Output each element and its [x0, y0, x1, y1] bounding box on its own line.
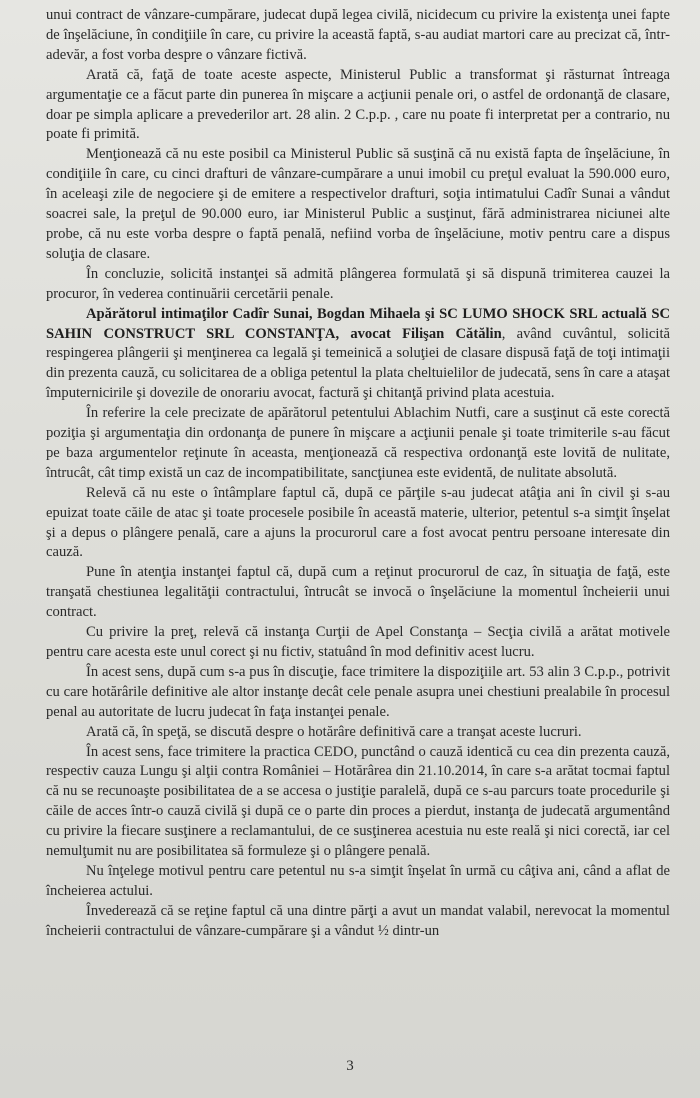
paragraph-text: În concluzie, solicită instanţei să admită plângerea formulată şi să dispună trimiterea cauzei la procuror, în vederea continuării cercetării penale. — [46, 265, 670, 302]
page-number: 3 — [346, 1058, 354, 1074]
paragraph-text: Nu înţelege motivul pentru care petentul nu s-a simţit înşelat în urmă cu câţiva ani, când a aflat de încheierea actului. — [46, 862, 670, 899]
paragraph-text: Arată că, faţă de toate aceste aspecte, Ministerul Public a transformat şi răsturnat întreaga argumentaţie ce a făcut parte din punerea în mişcare a acţiunii penale ori, o astfel de ordonanţă de clasare, doar pe simpla aplicare a prevederilor art. 28 alin. 2 C.p.p. , care nu poate fi interpretat per a contrario, nu poate fi primită. — [46, 66, 670, 143]
paragraph-text: Cu privire la preţ, relevă că instanţa Curţii de Apel Constanţa – Secţia civilă a arătat motivele pentru care acesta este unul corect şi nu fictiv, statuând în mod definitiv acest lucru. — [46, 624, 670, 660]
paragraph — [46, 265, 670, 305]
paragraph — [46, 66, 670, 146]
paragraph-text: Pune în atenţia instanţei faptul că, după cum a reţinut procurorul de caz, în situaţia de faţă, este tranşată chestiunea legalităţii contractului, întrucât se invocă o înşelăciune la momentul încheierii unui contract. — [46, 564, 670, 621]
paragraph — [46, 902, 670, 942]
paragraph — [46, 862, 670, 902]
paragraph-text: , având cuvântul, solicită respingerea plângerii şi menţinerea ca legală şi temeinică a soluţiei de clasare dispusă faţă de toţi intimaţii din prezenta cauză, cu solicitarea de a obliga petentul la plata cheltuielilor de judecată, sens în care a ataşat împuternicirile şi dovezile de onorariu avocat, factură şi chitanţă privind plata acestuia. — [46, 325, 670, 402]
paragraph — [46, 305, 670, 405]
paragraph — [46, 743, 670, 862]
paragraph-text: În acest sens, face trimitere la practica CEDO, punctând o cauză identică cu cea din prezenta cauză, respectiv cauza Lungu şi alţii contra României – Hotărârea din 21.10.2014, în care s-a arătat tocmai faptul că nu se recunoaşte posibilitatea de a se accesa o justiţie paralelă, după ce s-au parcurs toate procedurile şi căile de acces într-o cauză civilă şi după ce o parte din proces a pierdut, instanţa de judecată argumentând cu privire la fiecare susţinere a reclamantului, de ce susţinerea acestuia nu este reală şi nici corectă, iar cel nemulţumit nu are posibilitatea să formuleze şi o plângere penală. — [46, 743, 670, 860]
paragraph — [46, 404, 670, 484]
paragraph-text: Menţionează că nu este posibil ca Ministerul Public să susţină că nu există fapta de înşelăciune, în condiţiile în care, cu cinci drafturi de vânzare-cumpărare a unui imobil cu preţul evaluat la 590.000 euro, în aceleaşi zile de negociere şi de emitere a respectivelor drafturi, soţia intimatului Cadîr Sunai a vândut soacrei sale, la preţul de 90.000 euro, iar Ministerul Public a susţinut, fără administrarea niciunei alte probe, că nu este vorba despre o faptă penală, nefiind vorba de înşelăciune, motiv pentru care a dispus soluţia de clasare. — [46, 146, 670, 262]
paragraph — [46, 623, 670, 663]
paragraph-text: unui contract de vânzare-cumpărare, judecat după legea civilă, nicidecum cu privire la existenţa unei fapte de înşelăciune, în condiţiile în care, cu privire la această faptă, s-au audiat martori care au precizat că, într-adevăr, a fost vorba despre o vânzare fictivă. — [46, 7, 670, 63]
paragraph-text: Învederează că se reţine faptul că una dintre părţi a avut un mandat valabil, nerevocat la momentul încheierii contractului de vânzare-cumpărare şi a vândut ½ dintr-un — [46, 902, 670, 939]
document-body — [46, 6, 670, 942]
paragraph — [46, 663, 670, 723]
paragraph — [46, 723, 670, 743]
paragraph — [46, 563, 670, 623]
paragraph-text: Relevă că nu este o întâmplare faptul că, după ce părţile s-au judecat atâţia ani în civil şi s-au epuizat toate căile de atac şi toate procesele posibile în această materie, ulterior, petentul s-a simţit înşelat şi a depus o plângere penală, care a ajuns la procurorul care a fost avocat pentru persoane interesate din cauză. — [46, 484, 670, 561]
paragraph — [46, 145, 670, 264]
paragraph-text: În referire la cele precizate de apărătorul petentului Ablachim Nutfi, care a susţinut că este corectă poziţia şi argumentaţia din ordonanţa de punere în mişcare a acţiunii penale şi toate trimiterile s-au făcut pe baza argumentelor reţinute în aceasta, menţionează că respectiva ordonanţă este lovită de nulitate, întrucât, cât timp există un caz de incompatibilitate, sancţiunea este evidentă, de nulitate absolută. — [46, 405, 670, 481]
speaker-name: Apărătorul intimaţilor Cadîr Sunai, Bogdan Mihaela şi SC LUMO SHOCK SRL actuală SC SAHIN CONSTRUCT SRL CONSTANŢA, avocat Filişan Cătălin — [46, 305, 670, 342]
paragraph — [46, 484, 670, 564]
paragraph-text: În acest sens, după cum s-a pus în discuţie, face trimitere la dispoziţiile art. 53 alin 3 C.p.p., potrivit cu care hotărârile definitive ale altor instanţe decât cele penale asupra unei chestiuni prealabile în procesul penal au autoritate de lucru judecat în faţa instanţei penale. — [46, 663, 670, 720]
paragraph — [46, 6, 670, 66]
paragraph-text: Arată că, în speţă, se discută despre o hotărâre definitivă care a tranşat aceste lucruri. — [86, 723, 582, 740]
